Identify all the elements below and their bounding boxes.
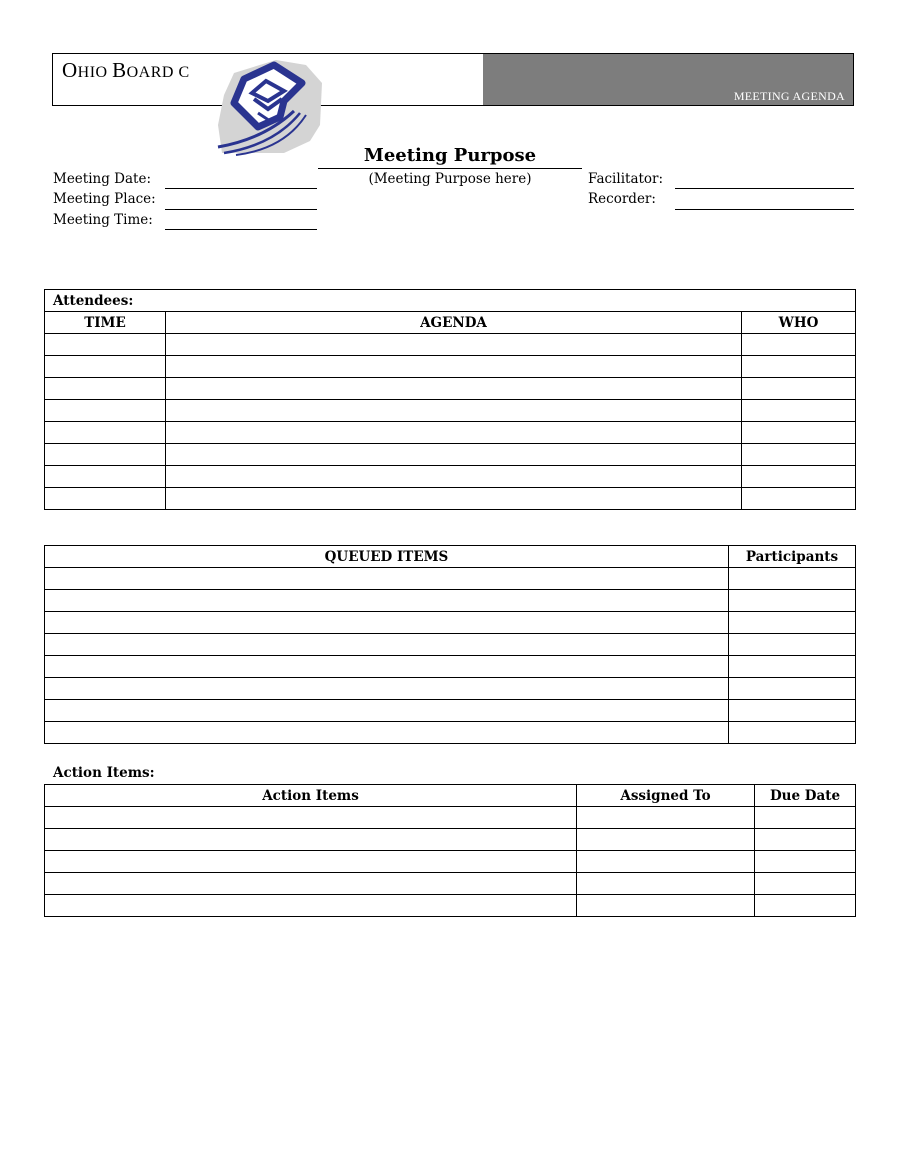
meeting-place-field[interactable] [165,209,317,210]
who-cell[interactable] [742,488,856,510]
queued-item-cell[interactable] [45,656,729,678]
ohio-board-logo [214,55,338,157]
participants-cell[interactable] [729,634,856,656]
meeting-place-label: Meeting Place: [53,191,156,207]
meeting-purpose-placeholder[interactable]: (Meeting Purpose here) [368,171,532,187]
table-row [45,590,856,612]
table-row [45,378,856,400]
due-date-cell[interactable] [755,895,856,917]
assigned-to-cell[interactable] [577,873,755,895]
organization-name: OHIO BOARD C [62,58,190,82]
participants-cell[interactable] [729,568,856,590]
due-date-cell[interactable] [755,873,856,895]
assigned-to-cell[interactable] [577,807,755,829]
queued-items-header: QUEUED ITEMS [45,546,729,568]
action-item-cell[interactable] [45,895,577,917]
participants-cell[interactable] [729,700,856,722]
agenda-cell[interactable] [166,422,742,444]
agenda-cell[interactable] [166,466,742,488]
meeting-date-field[interactable] [165,188,317,189]
recorder-field[interactable] [675,209,854,210]
table-row [45,700,856,722]
queued-item-cell[interactable] [45,590,729,612]
table-row [45,466,856,488]
recorder-label: Recorder: [588,191,656,207]
agenda-cell[interactable] [166,488,742,510]
participants-cell[interactable] [729,590,856,612]
table-row [45,334,856,356]
who-cell[interactable] [742,400,856,422]
table-row [45,722,856,744]
who-column-header: WHO [742,312,856,334]
assigned-to-cell[interactable] [577,895,755,917]
due-date-cell[interactable] [755,851,856,873]
header-gray-band [483,54,853,105]
meeting-time-field[interactable] [165,229,317,230]
participants-cell[interactable] [729,678,856,700]
agenda-cell[interactable] [166,378,742,400]
table-row [45,356,856,378]
time-column-header: TIME [45,312,166,334]
document-type: MEETING AGENDA [733,89,845,103]
due-date-header: Due Date [755,785,856,807]
time-cell[interactable] [45,444,166,466]
due-date-cell[interactable] [755,829,856,851]
time-cell[interactable] [45,488,166,510]
table-row [45,568,856,590]
agenda-cell[interactable] [166,444,742,466]
time-cell[interactable] [45,422,166,444]
agenda-table [44,289,856,510]
who-cell[interactable] [742,422,856,444]
who-cell[interactable] [742,444,856,466]
queued-items-table [44,545,856,744]
time-cell[interactable] [45,334,166,356]
meeting-date-label: Meeting Date: [53,171,152,187]
assigned-to-cell[interactable] [577,829,755,851]
who-cell[interactable] [742,466,856,488]
assigned-to-header: Assigned To [577,785,755,807]
queued-item-cell[interactable] [45,634,729,656]
participants-cell[interactable] [729,656,856,678]
action-item-cell[interactable] [45,873,577,895]
action-items-header: Action Items [45,785,577,807]
agenda-column-header: AGENDA [166,312,742,334]
table-row [45,400,856,422]
action-item-cell[interactable] [45,851,577,873]
facilitator-label: Facilitator: [588,171,664,187]
table-row [45,873,856,895]
agenda-cell[interactable] [166,334,742,356]
time-cell[interactable] [45,466,166,488]
table-row [45,634,856,656]
time-cell[interactable] [45,356,166,378]
table-row [45,444,856,466]
time-cell[interactable] [45,378,166,400]
table-row [45,895,856,917]
agenda-cell[interactable] [166,400,742,422]
action-items-section-label: Action Items: [53,765,155,781]
action-item-cell[interactable] [45,807,577,829]
table-row [45,656,856,678]
who-cell[interactable] [742,334,856,356]
participants-cell[interactable] [729,722,856,744]
participants-cell[interactable] [729,612,856,634]
queued-item-cell[interactable] [45,722,729,744]
action-item-cell[interactable] [45,829,577,851]
table-row [45,851,856,873]
table-row [45,488,856,510]
table-row [45,829,856,851]
who-cell[interactable] [742,356,856,378]
facilitator-field[interactable] [675,188,854,189]
due-date-cell[interactable] [755,807,856,829]
assigned-to-cell[interactable] [577,851,755,873]
table-row [45,678,856,700]
queued-item-cell[interactable] [45,678,729,700]
queued-item-cell[interactable] [45,568,729,590]
meeting-purpose-title: Meeting Purpose [318,145,582,169]
action-items-table [44,784,856,917]
agenda-cell[interactable] [166,356,742,378]
table-row [45,422,856,444]
table-row [45,807,856,829]
table-row [45,612,856,634]
header-banner [52,53,854,106]
who-cell[interactable] [742,378,856,400]
meeting-time-label: Meeting Time: [53,212,153,228]
queued-item-cell[interactable] [45,700,729,722]
queued-item-cell[interactable] [45,612,729,634]
attendees-label[interactable]: Attendees: [45,290,856,312]
time-cell[interactable] [45,400,166,422]
participants-header: Participants [729,546,856,568]
